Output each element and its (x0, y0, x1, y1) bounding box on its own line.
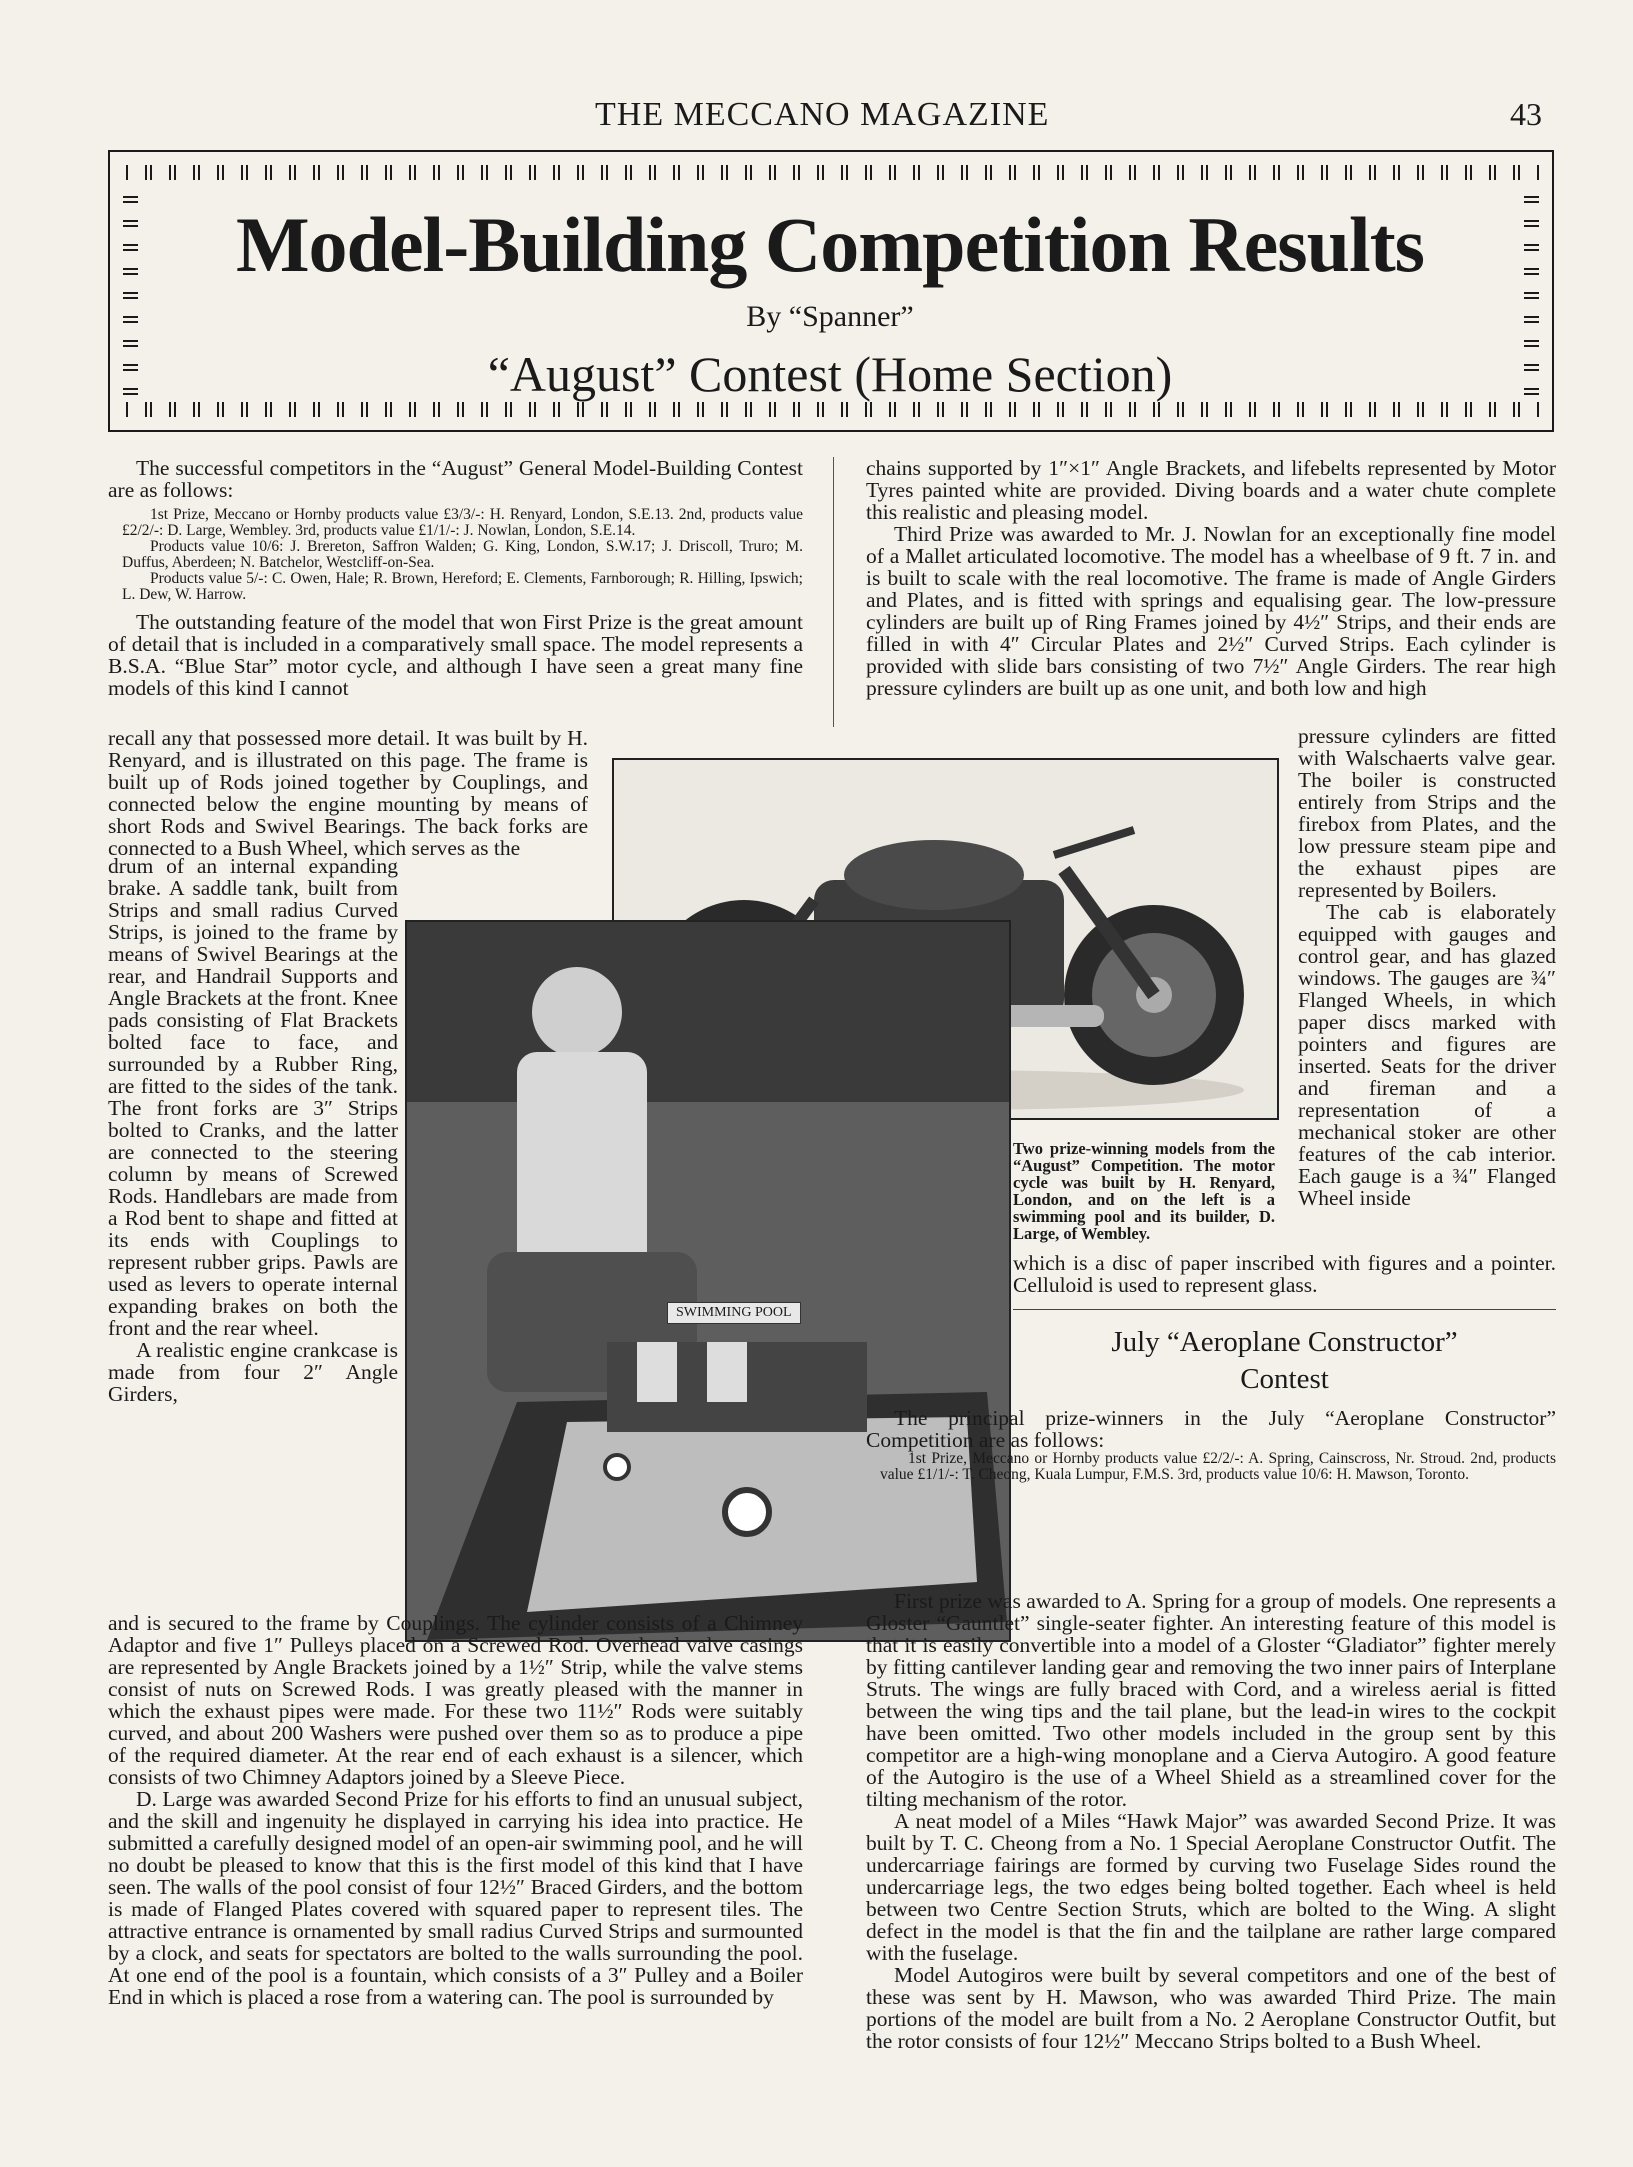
third-prize-paragraph: Third Prize was awarded to Mr. J. Nowlan for an exceptionally fine model of a Mallet articulated locomotive. The model has a wheelbase of 9 ft. 7 in. and is built to scale with the real locomotive. The frame is made of Angle Girders and Plates, and is fitted with springs and equalising gear. The low-pressure cylinders are built up of Ring Frames joined by 4½″ Strips, and their ends are filled in with 4″ Circular Plates and 2½″ Curved Strips. Each cylinder is provided with slide bars consisting of two 7½″ Angle Girders. The rear high pressure cylinders are built up as one unit, and both low and high (866, 522, 1556, 700)
locomotive-conclusion: which is a disc of paper inscribed with figures and a pointer. Celluloid is used to represent glass. (1013, 1251, 1556, 1297)
column-divider (833, 457, 834, 727)
page-number: 43 (1510, 96, 1542, 132)
swimming-pool-photo (405, 920, 1011, 1642)
left-column-top (108, 457, 803, 699)
aeroplane-details: First prize was awarded to A. Spring for a group of models. One represents a Gloster “Gauntlet” single-seater fighter. An interesting feature of this model is that it is easily convertible into a model of a Gloster “Gladiator” fighter merely by fitting cantilever landing gear and removing the two inner pairs of Interplane Struts. The wings are fully braced with Cord, and a wireless aerial is fitted between the wing tips and the tail plane, but the lead-in wires to the cockpit have been omitted. Two other models included in the group sent by this competitor are a high-wing monoplane and a Cierva Autogiro. A good feature of the Autogiro is the use of a Wheel Shield as a streamlined cover for the tilting mechanism of the rotor. A neat model of a Miles “Hawk Major” was awarded Second Prize. It was built by T. C. Cheong from a No. 1 Special Aeroplane Constructor Outfit. The undercarriage fairings are formed by curving two Fuselage Sides round the undercarriage legs, the two edges being bolted together. Each wheel is held between two Centre Section Struts, which are bolted to the Wing. A slight defect in the model is that the fin and the tailplane are rather large compared with the fuselage. Model Autogiros were built by several competitors and one of the best of these was sent by H. Mawson, who was awarded Third Prize. The main portions of the model are built from a No. 2 Aeroplane Constructor Outfit, but the rotor consists of four 12½″ Meccano Strips bolted to a Bush Wheel. (866, 1589, 1556, 2053)
intro-paragraph: The successful competitors in the “August” General Model-Building Contest are as follows: (108, 456, 803, 502)
first-prize-paragraph: The outstanding feature of the model that won First Prize is the great amount of detail that is included in a comparatively small space. The model represents a B.S.A. “Blue Star” motor cycle, and although I have seen a great many fine models of this kind I cannot (108, 610, 803, 700)
engine-paragraph: and is secured to the frame by Couplings. The cylinder consists of a Chimney Adaptor and five 1″ Pulleys placed on a Screwed Rod. Overhead valve casings are represented by Angle Brackets joined by a 1½″ Strip, while the valve stems consist of nuts on Screwed Rods. I was greatly pleased with the manner in which the exhaust pipes were made. For these two 11½″ Rods were suitably curved, and about 200 Washers were pushed over them so as to produce a pipe of the required diameter. At the rear end of each exhaust is a silencer, which consists of two Chimney Adaptors joined by a Sleeve Piece. (108, 1611, 803, 1789)
second-prize-paragraph: D. Large was awarded Second Prize for his efforts to find an unusual subject, and the skill and ingenuity he displayed in carrying his idea into practice. He submitted a carefully designed model of an open-air swimming pool, and he will no doubt be pleased to know that this is the first model of this kind that I have seen. The walls of the pool consist of four 12½″ Braced Girders, and the bottom is made of Flanged Plates covered with squared paper to represent tiles. The attractive entrance is ornamented by small radius Curved Strips and surmounted by a clock, and seats for spectators are bolted to the walls surrounding the pool. At one end of the pool is a fountain, which consists of a 3″ Pulley and a Boiler End in which is placed a rose from a watering can. The pool is surrounded by (108, 1787, 803, 2009)
motorcycle-text-a: recall any that possessed more detail. It was built by H. Renyard, and is illustrated on this page. The frame is built up of Rods joined together by Couplings, and connected below the engine mounting by means of short Rods and Swivel Bearings. The back forks are connected to a Bush Wheel, which serves as the (108, 726, 588, 860)
article-subtitle: “August” Contest (Home Section) (487, 346, 1173, 402)
pool-sign: SWIMMING POOL (667, 1302, 801, 1324)
pool-continuation: chains supported by 1″×1″ Angle Brackets, and lifebelts represented by Motor Tyres painted white are provided. Diving boards and a water chute complete this realistic and pleasing model. (866, 456, 1556, 524)
aeroplane-column (866, 1407, 1556, 1483)
locomotive-text: pressure cylinders are fitted with Walschaerts valve gear. The boiler is constructed entirely from Strips and the firebox from Plates, and the low pressure steam pipe and the exhaust pipes are represented by Boilers. The cab is elaborately equipped with gauges and control gear, and has glazed windows. The gauges are ¾″ Flanged Wheels, in which paper discs marked with pointers and figures are inserted. Seats for the driver and fireman and a representation of a mechanical stoker are other features of the cab interior. Each gauge is a ¾″ Flanged Wheel inside (1298, 724, 1556, 1210)
section-rule (1013, 1309, 1556, 1310)
pool-illustration (407, 922, 1009, 1640)
aeroplane-intro: The principal prize-winners in the July “Aeroplane Constructor” Competition are as follows: (866, 1406, 1556, 1452)
motorcycle-text-b: drum of an internal expanding brake. A saddle tank, built from Strips and small radius Curved Strips, is joined to the frame by means of Swivel Bearings at the rear, and Handrail Supports and Angle Brackets at the front. Knee pads consisting of Flat Brackets bolted face to face, and surrounded by a Rubber Ring, are fitted to the sides of the tank. The front forks are 3″ Strips bolted to Cranks, and the latter are connected to the steering column by means of Screwed Rods. Handlebars are made from a Rod bent to shape and fitted at its ends with Couplings to represent rubber grips. Pawls are used as levers to operate internal expanding brakes on both the front and the rear wheel. A realistic engine crankcase is made from four 2″ Angle Girders, (108, 854, 398, 1406)
article-byline: By “Spanner” (746, 300, 914, 333)
section2-title: July “Aeroplane Constructor” Contest (1111, 1326, 1458, 1395)
aeroplane-prizes: 1st Prize, Meccano or Hornby products value £2/2/-: A. Spring, Cainscross, Nr. Stroud. 2nd, products value £1/1/-: T. Cheong, Kuala Lumpur, F.M.S. 3rd, products value 10/6: H. Mawson, Toronto. (880, 1450, 1556, 1483)
left-column-bottom (108, 1612, 803, 2008)
prize-list-1: 1st Prize, Meccano or Hornby products value £3/3/-: H. Renyard, London, S.E.13. 2nd, products value £2/2/-: D. Large, Wembley. 3rd, products value £1/1/-: J. Nowlan, London, S.E.14. (122, 506, 803, 539)
article-title: Model-Building Competition Results (235, 201, 1425, 288)
prize-list-2: Products value 10/6: J. Brereton, Saffron Walden; G. King, London, S.W.17; J. Driscoll, Truro; M. Duffus, Aberdeen; N. Batchelor, Westcliff-on-Sea. (122, 538, 803, 571)
magazine-header: THE MECCANO MAGAZINE (595, 96, 1050, 133)
right-column-top (866, 457, 1556, 699)
prize-list-3: Products value 5/-: C. Owen, Hale; R. Brown, Hereford; E. Clements, Farnborough; R. Hilling, Ipswich; L. Dew, W. Harrow. (122, 570, 803, 603)
photo-caption: Two prize-winning models from the “August” Competition. The motor cycle was built by H. Renyard, London, and on the left is a swimming pool and its builder, D. Large, of Wembley. (1013, 1139, 1275, 1243)
